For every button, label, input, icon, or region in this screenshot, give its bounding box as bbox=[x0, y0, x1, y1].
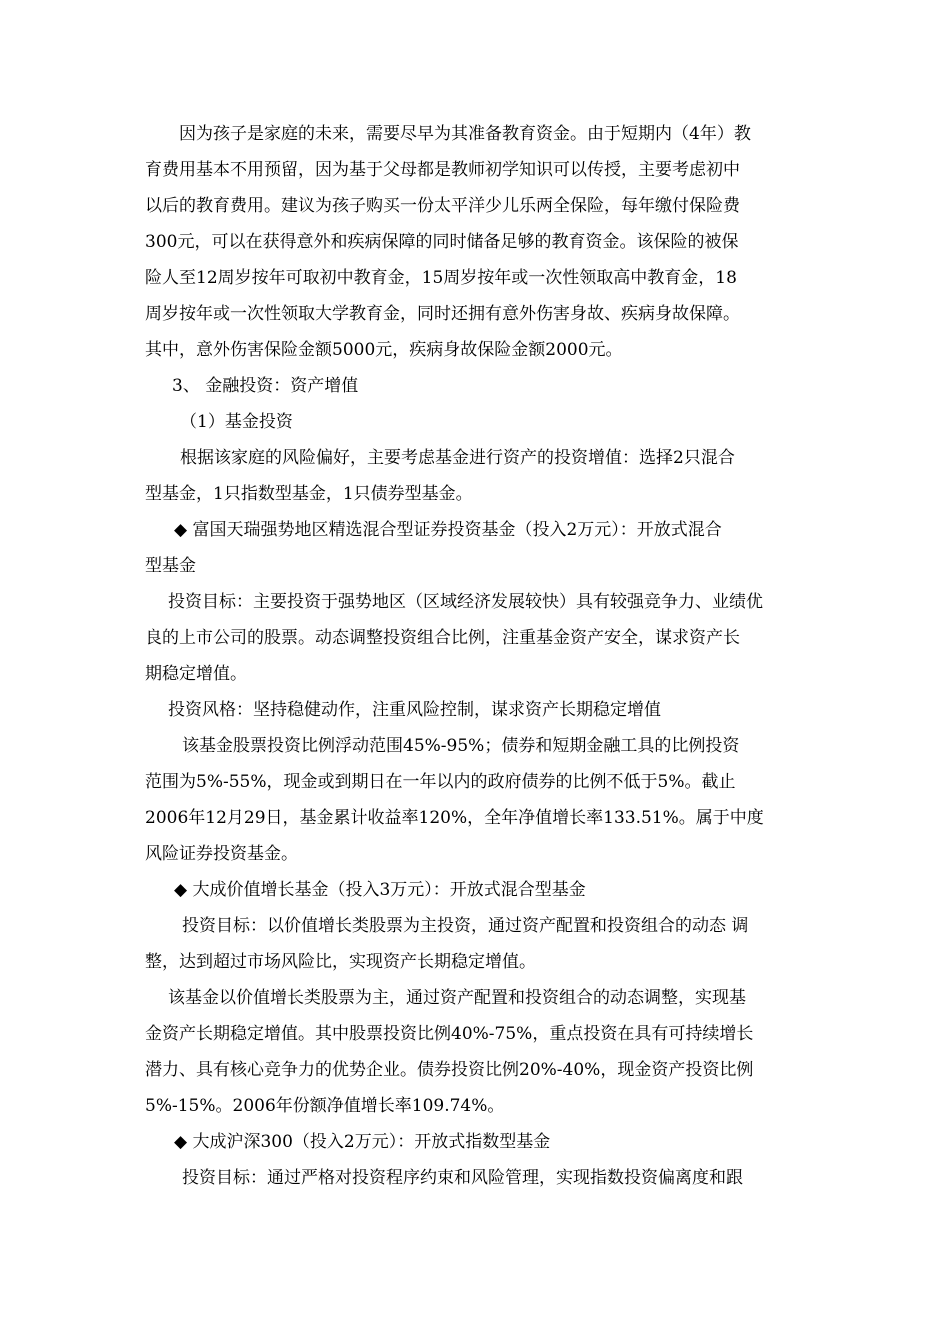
text-line: 其中，意外伤害保险金额5000元，疾病身故保险金额2000元。 bbox=[145, 340, 623, 360]
text-line: 该基金股票投资比例浮动范围45%-95%；债券和短期金融工具的比例投资 bbox=[182, 736, 740, 756]
text-line: 周岁按年或一次性领取大学教育金，同时还拥有意外伤害身故、疾病身故保障。 bbox=[145, 304, 740, 324]
text-line: 险人至12周岁按年可取初中教育金，15周岁按年或一次性领取高中教育金，18 bbox=[145, 268, 737, 288]
section-heading: 3、 金融投资：资产增值 bbox=[172, 376, 359, 396]
text-line: 范围为5%-55%，现金或到期日在一年以内的政府债券的比例不低于5%。截止 bbox=[145, 772, 736, 792]
bullet-heading: ◆ 大成价值增长基金（投入3万元）：开放式混合型基金 bbox=[174, 880, 586, 900]
subsection-heading: （1）基金投资 bbox=[180, 412, 293, 432]
bullet-heading: ◆ 富国天瑞强势地区精选混合型证券投资基金（投入2万元）：开放式混合 bbox=[174, 520, 722, 540]
text-line: 投资风格：坚持稳健动作，注重风险控制，谋求资产长期稳定增值 bbox=[168, 700, 661, 720]
text-line: 整，达到超过市场风险比，实现资产长期稳定增值。 bbox=[145, 952, 536, 972]
text-line: 5%-15%。2006年份额净值增长率109.74%。 bbox=[145, 1096, 505, 1116]
text-line: 因为孩子是家庭的未来，需要尽早为其准备教育资金。由于短期内（4年）教 bbox=[179, 124, 751, 144]
text-line: 投资目标：以价值增长类股票为主投资，通过资产配置和投资组合的动态 调 bbox=[182, 916, 749, 936]
text-line: 金资产长期稳定增值。其中股票投资比例40%-75%，重点投资在具有可持续增长 bbox=[145, 1024, 754, 1044]
text-line: 根据该家庭的风险偏好，主要考虑基金进行资产的投资增值：选择2只混合 bbox=[180, 448, 735, 468]
text-line: 型基金 bbox=[145, 556, 196, 576]
text-line: 以后的教育费用。建议为孩子购买一份太平洋少儿乐两全保险，每年缴付保险费 bbox=[145, 196, 740, 216]
text-line: 期稳定增值。 bbox=[145, 664, 247, 684]
text-line: 育费用基本不用预留，因为基于父母都是教师初学知识可以传授，主要考虑初中 bbox=[145, 160, 740, 180]
text-line: 2006年12月29日，基金累计收益率120%，全年净值增长率133.51%。属于中度 bbox=[145, 808, 764, 828]
text-line: 投资目标：通过严格对投资程序约束和风险管理，实现指数投资偏离度和跟 bbox=[182, 1168, 743, 1188]
text-line: 潜力、具有核心竞争力的优势企业。债券投资比例20%-40%，现金资产投资比例 bbox=[145, 1060, 754, 1080]
text-line: 良的上市公司的股票。动态调整投资组合比例，注重基金资产安全，谋求资产长 bbox=[145, 628, 740, 648]
text-line: 该基金以价值增长类股票为主，通过资产配置和投资组合的动态调整，实现基 bbox=[168, 988, 746, 1008]
bullet-heading: ◆ 大成沪深300（投入2万元）：开放式指数型基金 bbox=[174, 1132, 551, 1152]
text-line: 风险证券投资基金。 bbox=[145, 844, 298, 864]
text-line: 型基金，1只指数型基金，1只债券型基金。 bbox=[145, 484, 473, 504]
text-line: 300元，可以在获得意外和疾病保障的同时储备足够的教育资金。该保险的被保 bbox=[145, 232, 739, 252]
text-line: 投资目标：主要投资于强势地区（区域经济发展较快）具有较强竞争力、业绩优 bbox=[168, 592, 763, 612]
